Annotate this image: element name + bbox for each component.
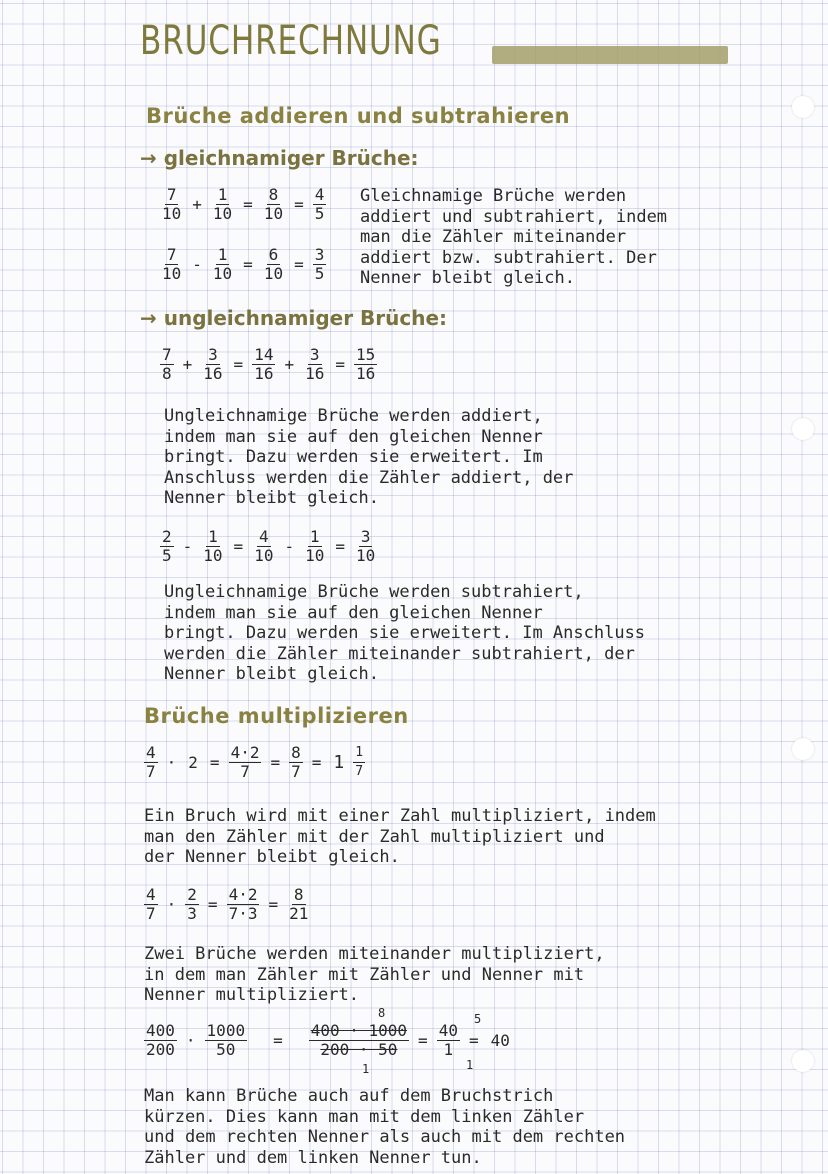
paragraph-add-different: Ungleichnamige Brüche werden addiert, indem man sie auf den gleichen Nenner bringt. Dazu werden sie erweitert. Im Anschluss werden die Zähler addiert, der Nenner bleibt gleich. <box>164 406 574 508</box>
subheading-different-denominator: → ungleichnamiger Brüche: <box>140 306 448 330</box>
paragraph-subtract-different: Ungleichnamige Brüche werden subtrahiert, indem man sie auf den gleichen Nenner bringt. Dazu werden sie erweitert. Im Anschluss werden die Zähler miteinander subtrahiert, der Nenner bleibt gleich. <box>164 582 646 684</box>
paragraph-multiply-fractions: Zwei Brüche werden miteinander multipliziert, in dem man Zähler mit Zähler und Nenner mit Nenner multipliziert. <box>144 944 605 1005</box>
paragraph-same-denominator: Gleichnamige Brüche werden addiert und subtrahiert, indem man die Zähler miteinander addiert bzw. subtrahiert. Der Nenner bleibt gleich. <box>360 186 668 288</box>
equation-add-same: $\frac{7}{10}$ + $\frac{1}{10}$ = $\frac{8}{10}$ = $\frac{4}{5}$ <box>162 185 325 223</box>
subheading-same-denominator: → gleichnamiger Brüche: <box>140 146 419 170</box>
title-highlight-bar <box>492 46 728 64</box>
cancel-mark: 1 <box>362 1062 370 1076</box>
paragraph-cancelling: Man kann Brüche auch auf dem Bruchstrich kürzen. Dies kann man mit dem linken Zähler und dem rechten Nenner als auch mit dem rechten Zähler und dem linken Nenner tun. <box>144 1086 626 1168</box>
equation-subtract-different: $\frac{2}{5}$ - $\frac{1}{10}$ = $\frac{4}{10}$ - $\frac{1}{10}$ = $\frac{3}{10}$ <box>162 527 376 565</box>
cancel-mark: 5 <box>474 1012 482 1026</box>
paragraph-multiply-by-number: Ein Bruch wird mit einer Zahl multipliziert, indem man den Zähler mit der Zahl multipliziert und der Nenner bleibt gleich. <box>144 806 656 867</box>
cancel-mark: 1 <box>466 1058 474 1072</box>
section-heading-multiply: Brüche multiplizieren <box>144 704 409 728</box>
punch-hole <box>792 96 814 118</box>
equation-subtract-same: $\frac{7}{10}$ - $\frac{1}{10}$ = $\frac{6}{10}$ = $\frac{3}{5}$ <box>162 245 325 283</box>
page-title: BRUCHRECHNUNG <box>140 18 442 64</box>
equation-add-different: $\frac{7}{8}$ + $\frac{3}{16}$ = $\frac{14}{16}$ + $\frac{3}{16}$ = $\frac{15}{16}$ <box>162 345 376 383</box>
punch-hole <box>792 1050 814 1072</box>
cancel-mark: 8 <box>378 1006 386 1020</box>
equation-multiply-by-number: $\frac{4}{7}$ · 2 = $\frac{4\cdot 2}{7}$ = $\frac{8}{7}$ = 1 $\frac{1}{7}$ <box>146 743 364 781</box>
equation-multiply-fractions: $\frac{4}{7}$ · $\frac{2}{3}$ = $\frac{4\cdot 2}{7\cdot 3}$ = $\frac{8}{21}$ <box>146 885 309 923</box>
equation-cross-cancel: $\frac{400}{200}$ · $\frac{1000}{50}$ = $\frac{400 \cdot 1000}{200 \cdot 50}$ = $\frac{40}{1}$ = 40 <box>146 1021 510 1059</box>
punch-hole <box>792 418 814 440</box>
section-heading-add-subtract: Brüche addieren und subtrahieren <box>146 104 571 128</box>
punch-hole <box>792 738 814 760</box>
